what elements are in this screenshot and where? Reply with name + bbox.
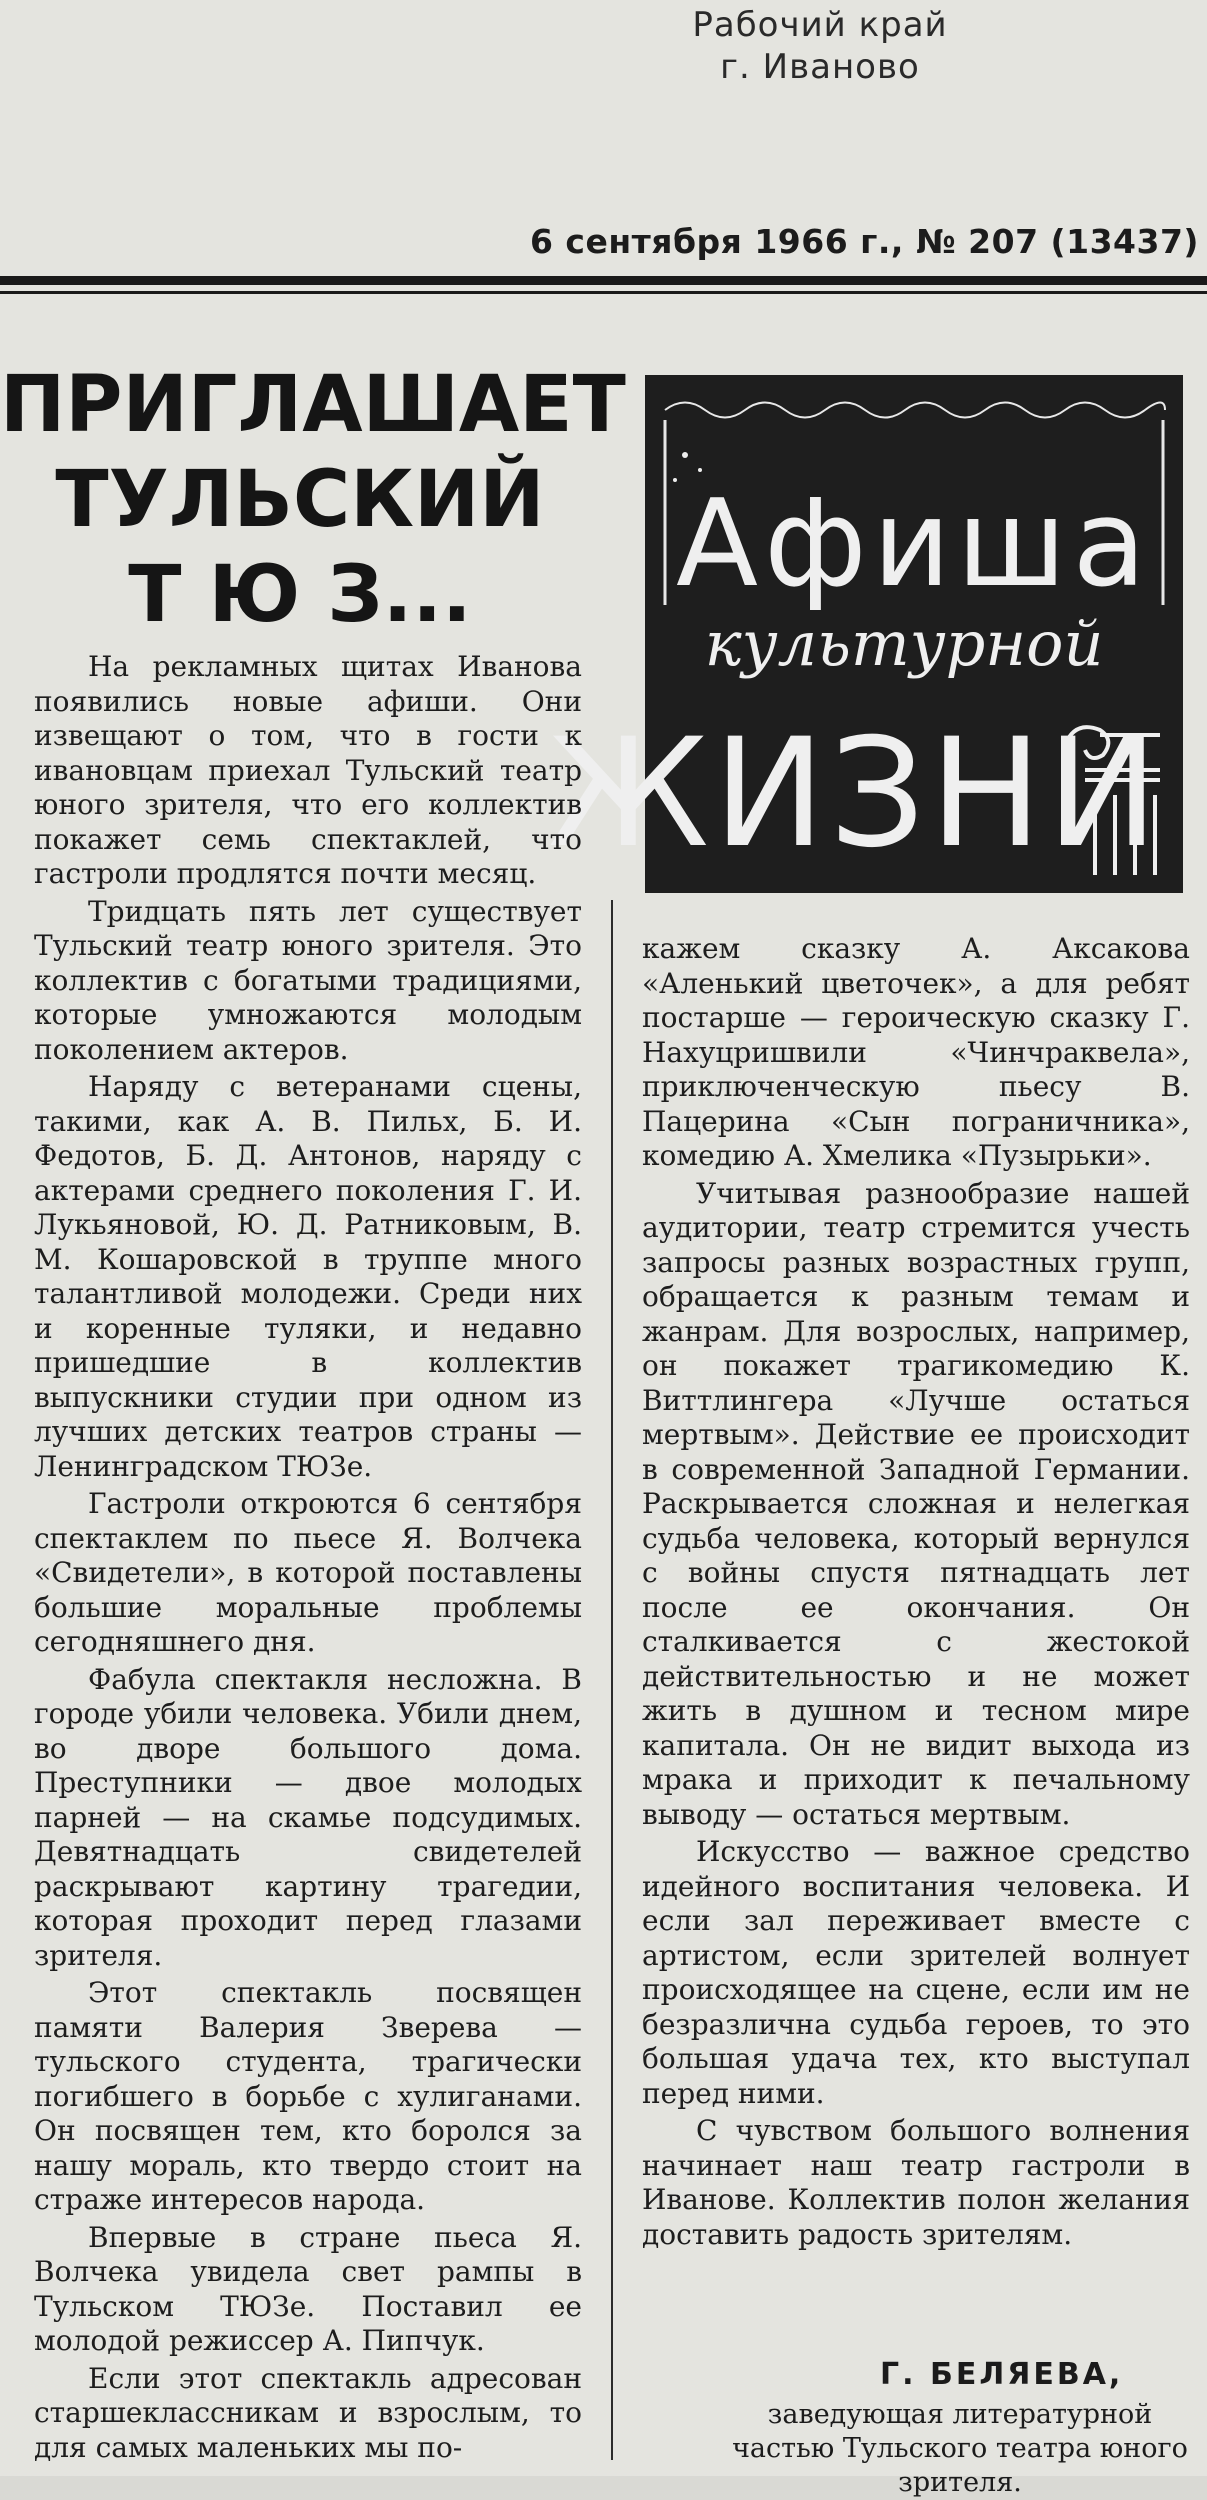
stamp-city: г. Иваново xyxy=(720,47,920,87)
paragraph: С чувством большого волнения начинает наш театр гастроли в Иванове. Коллектив полон желания доставить радость зрителям. xyxy=(642,2114,1190,2251)
paragraph: Тридцать пять лет существует Тульский театр юного зрителя. Это коллектив с богатыми традициями, которые умножаются молодым поколением актеров. xyxy=(34,894,582,1066)
headline-line-2: ТУЛЬСКИЙ xyxy=(55,455,545,545)
headline-line-1: ПРИГЛАШАЕТ xyxy=(0,360,626,450)
paragraph: Этот спектакль посвящен памяти Валерия Зверева — тульского студента, трагически погибшего в борьбе с хулиганами. Он посвящен тем, кто боролся за нашу мораль, кто твердо стоит на страже интересов народа. xyxy=(34,1976,582,2216)
article-column-2 xyxy=(642,932,1190,2252)
masthead-rule-thin xyxy=(0,291,1207,294)
culture-poster-logo xyxy=(547,375,1183,893)
poster-artwork xyxy=(547,375,1183,893)
poster-word-3: ЖИЗНИ xyxy=(547,707,1163,881)
issue-dateline: 6 сентября 1966 г., № 207 (13437) xyxy=(529,222,1199,261)
paragraph: Учитывая разнообразие нашей аудитории, театр стремится учесть запросы разных возрастных групп, обращается к разным темам и жанрам. Для возрослых, например, он покажет трагикомедию К. Виттлингера «Лучше остаться мертвым». Действие ее происходит в современной Западной Германии. Раскрывается сложная и нелегкая судьба человека, который вернулся с войны спустя пятнадцать лет после ее окончания. Он сталкивается с жестокой действительностью и не может жить в душном и тесном мире капитала. Он не видит выхода из мрака и приходит к печальному выводу — остаться мертвым. xyxy=(642,1176,1190,1831)
newspaper-stamp xyxy=(640,4,1000,88)
paragraph: На рекламных щитах Иванова появились новые афиши. Они извещают о том, что в гости к ивановцам приехал Тульский театр юного зрителя, что его коллектив покажет семь спектаклей, что гастроли продлятся почти месяц. xyxy=(34,650,582,890)
headline-line-3: Т Ю З... xyxy=(128,550,472,640)
masthead-rule xyxy=(0,276,1207,285)
paragraph: Впервые в стране пьеса Я. Волчека увидела свет рампы в Тульском ТЮЗе. Поставил ее молодой режиссер А. Пипчук. xyxy=(34,2220,582,2357)
paragraph: Наряду с ветеранами сцены, такими, как А. В. Пильх, Б. И. Федотов, Б. Д. Антонов, наряду с актерами среднего поколения Г. И. Лукьяновой, Ю. Д. Ратниковым, В. М. Кошаровской в труппе много талантливой молодежи. Среди них и коренные туляки, и недавно пришедшие в коллектив выпускники студии при одном из лучших детских театров страны — Ленинградском ТЮЗе. xyxy=(34,1070,582,1483)
author-role: заведующая литературной частью Тульского театра юного зрителя. xyxy=(732,2399,1188,2498)
article-column-1 xyxy=(34,650,582,2465)
paragraph: Гастроли откроются 6 сентября спектаклем по пьесе Я. Волчека «Свидетели», в которой поставлены большие моральные проблемы сегодняшнего дня. xyxy=(34,1487,582,1658)
paragraph: Фабула спектакля несложна. В городе убили человека. Убили днем, во дворе большого дома. Преступники — двое молодых парней — на скамье подсудимых. Девятнадцать свидетелей раскрывают картину трагедии, которая проходит перед глазами зрителя. xyxy=(34,1662,582,1972)
paragraph: Искусство — важное средство идейного воспитания человека. И если зал переживает вместе с артистом, если зрителей волнует происходящее на сцене, если им не безразлична судьба героев, то это большая удача тех, кто выступал перед ними. xyxy=(642,1835,1190,2110)
author-name: Г. БЕЛЯЕВА, xyxy=(880,2357,1124,2392)
stamp-newspaper-name: Рабочий край xyxy=(692,5,948,45)
poster-word-2: культурной xyxy=(704,607,1104,680)
poster-word-1: Афиша xyxy=(675,475,1153,614)
paragraph-continuation: кажем сказку А. Аксакова «Аленький цветочек», а для ребят постарше — героическую сказку Г. Нахуцришвили «Чинчраквела», приключенческую пьесу В. Пацерина «Сын пограничника», комедию А. Хмелика «Пузырьки». xyxy=(642,932,1190,1172)
column-divider xyxy=(611,900,613,2460)
article-headline xyxy=(0,358,626,643)
paragraph: Если этот спектакль адресован старшеклассникам и взрослым, то для самых маленьких мы по- xyxy=(34,2361,582,2464)
